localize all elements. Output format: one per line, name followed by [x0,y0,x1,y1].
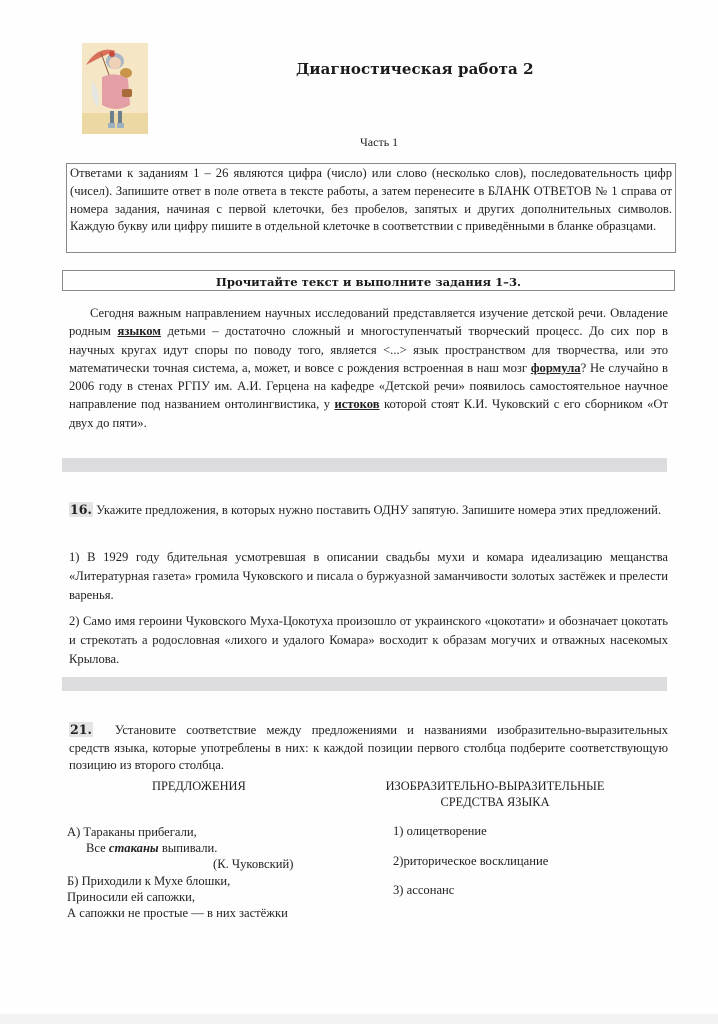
text-segment: которой стоят К.И. Чуковский с его сборником «От двух до пяти». [69,397,669,430]
sentences-column-header: ПРЕДЛОЖЕНИЯ [152,779,246,793]
sentence-a-line-2 [67,840,327,856]
sentence-a-line-1: А) Тараканы прибегали, [67,825,197,839]
task-number-21: 21. [70,722,92,737]
sentence-b-line-3: А сапожки не простые — в них застёжки [67,906,288,921]
instructions-box [66,163,676,253]
reading-task-header [62,270,675,291]
task-16-prompt-text: Укажите предложения, в которых нужно поставить ОДНУ запятую. Запишите номера этих предложений. [92,503,661,517]
keyword-istokov: истоков [334,397,380,412]
sentence-b-line-2: Приносили ей сапожки, [67,889,196,904]
devices-header-line-2: СРЕДСТВА ЯЗЫКА [440,794,550,809]
task-16-sentence-1: 1) В 1929 году бдительная усмотревшая в описании свадьбы мухи и комара идеализацию мещанства «Литературная газета» громила Чуковского и писала о буржуазной заманчивости золотых застёжек и прелести варенья. [69,550,668,602]
task-16-sentence-2: 2) Само имя героини Чуковского Муха-Цокотуха произошло от украинского «цокотати» и обозначает цокотать и стрекотать а родословная «лихого и удалого Комара» восходит к образам могучих и отважных насекомых Крылова. [69,614,668,666]
task-21-prompt-text: Установите соответствие между предложениями и названиями изобразительно-выразительных средств языка, которые употреблены в них: к каждой позиции первого столбца подберите соответствующую позицию из второго столбца. [69,723,668,772]
instructions-text: Ответами к заданиям 1 – 26 являются цифра (число) или слово (несколько слов), последовательность цифр (чисел). Запишите ответ в поле ответа в тексте работы, а затем перенесите в БЛАНК ОТВЕТОВ № 1 справа от номера задания, начиная с первой клеточки, без пробелов, запятых и других дополнительных символов. Каждую букву или цифру пишите в отдельной клеточке в соответствии с приведёнными в бланке образцами. [70,166,672,234]
document-title: Диагностическая работа 2 [296,60,534,78]
sentence-a-author: (К. Чуковский) [213,857,294,872]
reading-task-header-text: Прочитайте текст и выполните задания 1–3. [215,275,522,289]
text-segment: детьми – достаточно сложный и многоступенчатый творческий процесс. До сих пор в научных кругах идут споры по поводу того, является <...> язык пространством для творчества, или это математически точная система, а, может, и вовсе с рождения встроенная в наш мозг [69,324,668,375]
bottom-margin-strip [0,1014,718,1024]
reading-text [69,304,668,432]
text-segment: Все [86,841,109,856]
device-option-3: 3) ассонанс [393,883,455,897]
text-segment: Сегодня важным направлением научных исследований представляется изучение детской речи. Овладение родным [69,306,668,339]
keyword-stakany: стаканы [108,841,159,856]
task-number-16: 16. [70,502,92,517]
answer-field-bar[interactable] [62,458,667,472]
part-label: Часть 1 [360,135,399,149]
devices-header-line-1: ИЗОБРАЗИТЕЛЬНО-ВЫРАЗИТЕЛЬНЫЕ [385,779,605,793]
sentences-column [67,824,327,921]
device-option-2: 2)риторическое восклицание [393,854,549,868]
devices-column-header [360,779,630,810]
device-option-1: 1) олицетворение [393,824,487,838]
girl-with-umbrella-icon [82,43,148,134]
keyword-yazykom: языком [117,324,161,339]
answer-field-bar[interactable] [62,677,667,691]
text-segment: ? Не случайно в 2006 году в стенах РГПУ им. А.И. Герцена на кафедре «Детской речи» появилось самостоятельное научное направление под названием онтолингвистика, у [69,360,668,412]
task-21-prompt [69,721,668,775]
illustration-image [82,43,148,134]
keyword-formula: формула [530,360,581,375]
text-segment: выпивали. [158,841,218,856]
sentence-b-line-1: Б) Приходили к Мухе блошки, [67,873,231,888]
task-16-prompt [69,501,668,519]
